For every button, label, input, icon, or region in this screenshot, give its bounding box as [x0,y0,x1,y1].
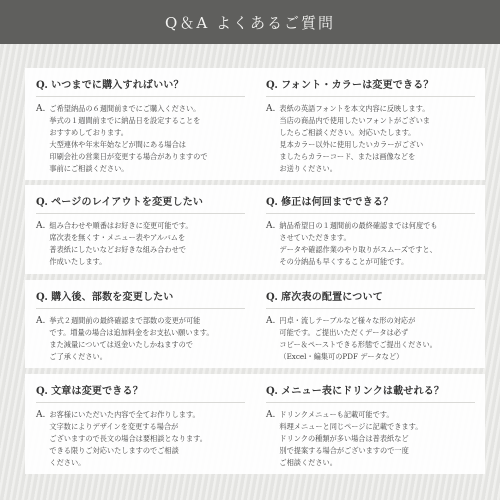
question-text: ページのレイアウトを変更したい [51,197,204,208]
divider [266,213,475,214]
question-text: いつまでに購入すればいい？ [51,80,184,91]
answer-line: 普表紙にしたいなどお好きな組み合わせで [49,245,186,254]
answer-line: お客様にいただいた内容で全てお作りします。 [49,410,200,419]
header-bar [0,0,500,44]
faq-answer [36,409,245,469]
answer-line: できる限りご対応いたしますのでご相談 [49,446,179,455]
answer-line: お送りください。 [279,164,337,173]
answer-line: ご了承ください。 [49,352,107,361]
faq-card-6 [255,280,485,368]
answer-mark-label: A. [266,104,276,114]
answer-line: 当店の商品内で使用したいフォントがございま [279,116,430,125]
answer-mark-label: A. [36,221,46,231]
answer-line: 事前にご相談ください。 [49,164,129,173]
faq-card-2 [255,68,485,180]
question-mark-label: Q. [36,197,49,208]
faq-question [36,76,245,91]
answer-line: 印刷会社の営業日が変更する場合がありますので [49,152,208,161]
faq-question [36,382,245,397]
question-text: フォント・カラーは変更できる？ [281,80,434,91]
answer-mark-label: A. [266,221,276,231]
answer-line: 文字数によりデザインを変更する場合が [49,422,179,431]
question-text: 席次表の配置について [281,292,383,303]
answer-line: ご希望納品の６週間前までにご購入ください。 [49,104,201,113]
answer-line: 可能です。ご提出いただくデータは必ず [279,328,409,337]
answer-line: 料理メニューと同じページに記載できます。 [279,422,423,431]
answer-mark-label: A. [36,104,46,114]
question-mark-label: Q. [266,292,279,303]
faq-answer [266,315,475,363]
divider [266,402,475,403]
faq-question [266,382,475,397]
answer-line: したらご相談ください。対応いたします。 [279,128,416,137]
answer-line: 大型連休や年末年始などが間にある場合は [49,140,186,149]
question-text: メニュー表にドリンクは載せれる？ [281,386,445,397]
answer-line: 挙式２週間前の最終確認まで部数の変更が可能 [49,316,201,325]
answer-line: （Excel・編集可のPDF データなど） [279,352,404,361]
faq-question [266,193,475,208]
faq-answer [266,409,475,469]
answer-line: 表紙の英語フォントを本文内容に反映します。 [279,104,430,113]
answer-line: ましたらカラーコード、または画像などを [279,152,416,161]
answer-mark-label: A. [36,410,46,420]
answer-line: 別で提案する場合がございますので一度 [279,446,409,455]
answer-line: ございますので長文の場合は要相談となります。 [49,434,207,443]
answer-line: 作成いたします。 [49,257,107,266]
answer-line: 席次表を無くす・メニュー表やアルバムを [49,233,186,242]
faq-card-5 [25,280,255,368]
answer-line: 挙式の１週間前までに納品日を設定することを [49,116,201,125]
faq-answer [266,103,475,175]
answer-line: また減量については返金いたしかねますので [49,340,193,349]
faq-question [36,193,245,208]
answer-line: 円卓・流しテーブルなど様々な形の対応が [279,316,416,325]
question-text: 文章は変更できる？ [51,386,143,397]
answer-line: おすすめしております。 [49,128,128,137]
faq-card-1 [25,68,255,180]
answer-mark-label: A. [36,316,46,326]
faq-card-7 [25,374,255,474]
answer-line: 見本カラー以外に使用したいカラーがござい [279,140,424,149]
answer-mark-label: A. [266,410,276,420]
question-mark-label: Q. [36,386,49,397]
divider [36,402,245,403]
question-mark-label: Q. [266,80,279,91]
answer-mark-label: A. [266,316,276,326]
answer-line: ください。 [49,458,86,467]
faq-card-4 [255,185,485,274]
answer-line: その分納品も早くすることが可能です。 [279,257,409,266]
answer-line: 組み合わせや順番はお好きに変更可能です。 [49,221,193,230]
answer-line: ドリンクの種類が多い場合は普表紙など [279,434,409,443]
page-title: Q＆A よくあるご質問 [165,13,335,32]
faq-answer [36,103,245,175]
answer-line: データや確認作業のやり取りがスムーズですと、 [279,245,437,254]
faq-answer [266,220,475,268]
faq-question [266,76,475,91]
faq-card-3 [25,185,255,274]
divider [36,308,245,309]
answer-line: 納品希望日の１週間前の最終確認までは何度でも [279,221,438,230]
faq-question [36,288,245,303]
divider [266,308,475,309]
question-mark-label: Q. [36,80,49,91]
answer-line: ドリンクメニューも記載可能です。 [279,410,394,419]
answer-line: コピー＆ペーストできる形態でご提出ください。 [279,340,437,349]
divider [36,96,245,97]
answer-line: ご相談ください。 [279,458,337,467]
answer-line: させていただきます。 [279,233,351,242]
faq-answer [36,220,245,268]
faq-card-8 [255,374,485,474]
question-mark-label: Q. [36,292,49,303]
question-mark-label: Q. [266,386,279,397]
faq-question [266,288,475,303]
divider [36,213,245,214]
question-mark-label: Q. [266,197,279,208]
question-text: 修正は何回までできる？ [281,197,394,208]
question-text: 購入後、部数を変更したい [51,292,174,303]
faq-answer [36,315,245,363]
answer-line: です。増量の場合は追加料金をお支払い願います。 [49,328,214,337]
divider [266,96,475,97]
